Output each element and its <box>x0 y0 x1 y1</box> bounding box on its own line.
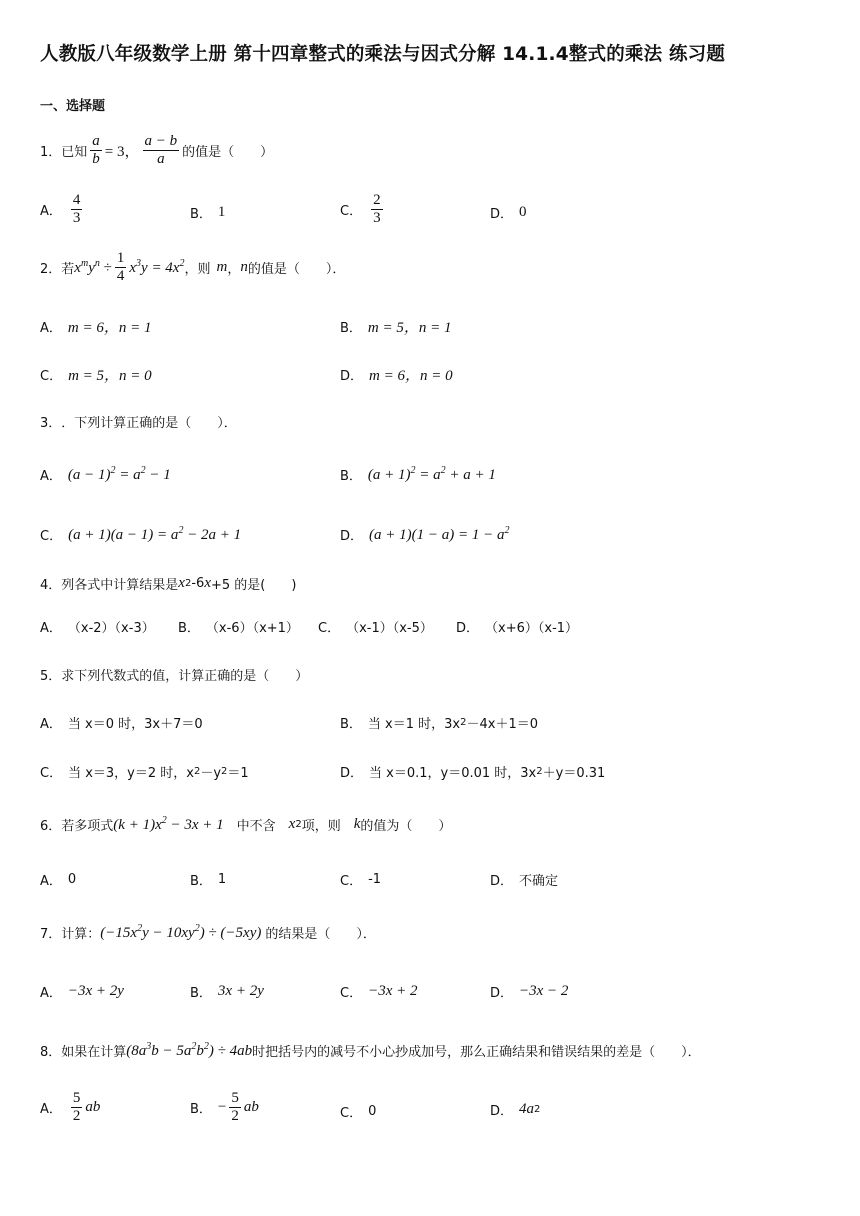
option-a[interactable]: A． $\frac{5}{2}$ ab <box>40 1090 101 1125</box>
option-b[interactable]: B． （x-6）（x+1） <box>178 621 299 636</box>
question-1: 1． 已知 $\frac{a}{b}$ = 3， $\frac{a - b}{a}$ 的值是（ ） <box>40 133 274 168</box>
option-d[interactable]: D． 当 x＝0.1，y＝0.01 时，3x 2 ＋y＝0.31 <box>340 766 606 781</box>
option-b[interactable]: B． $(a + 1)^2 = a^2 + a + 1$ <box>340 465 496 484</box>
option-d[interactable]: D． $(a + 1)(1 - a) = 1 - a^2$ <box>340 525 510 544</box>
question-6: 6． 若多项式 $(k + 1)x^2 - 3x + 1$ 中不含 x 2 项，则 k 的值为（ ） <box>40 815 452 834</box>
option-b[interactable]: B． 1 <box>190 872 227 889</box>
option-c[interactable]: C． $(a + 1)(a - 1) = a^2 - 2a + 1$ <box>40 525 242 544</box>
option-a[interactable]: A． −3x + 2y <box>40 983 124 1001</box>
fraction: $\frac{a - b}{a}$ <box>144 133 178 168</box>
option-a[interactable]: A． $\frac{4}{3}$ <box>40 192 81 227</box>
option-c[interactable]: C． 当 x＝3，y＝2 时，x 2 －y 2 ＝1 <box>40 766 249 781</box>
option-b[interactable]: B． 3x + 2y <box>190 983 264 1001</box>
fraction: $\frac{a}{b}$ <box>92 133 100 168</box>
question-5: 5． 求下列代数式的值，计算正确的是（ ） <box>40 669 309 684</box>
option-a[interactable]: A． 当 x＝0 时，3x＋7＝0 <box>40 717 203 732</box>
option-d[interactable]: D． m = 6，n = 0 <box>340 368 453 384</box>
option-b[interactable]: B． m = 5，n = 1 <box>340 320 452 336</box>
option-d[interactable]: D． 0 <box>490 204 527 222</box>
page-title: 人教版八年级数学上册 第十四章整式的乘法与因式分解 14.1.4整式的乘法 练习题 <box>40 44 726 65</box>
option-a[interactable]: A． （x-2）（x-3） <box>40 621 155 636</box>
option-b[interactable]: B． − $\frac{5}{2}$ ab <box>190 1090 259 1125</box>
option-d[interactable]: D． 不确定 <box>490 874 559 889</box>
question-2: 2． 若 $x^my^n$ ÷ $\frac{1}{4}$ $x^3y = 4x^2$ ，则 m ， n 的值是（ ）． <box>40 250 346 285</box>
option-c[interactable]: C． $\frac{2}{3}$ <box>340 192 381 227</box>
option-c[interactable]: C． m = 5，n = 0 <box>40 368 152 384</box>
option-b[interactable]: B． 当 x＝1 时，3x 2 －4x＋1＝0 <box>340 717 539 732</box>
question-4: 4． 列各式中计算结果是 x 2 -6 x +5 的是( ) <box>40 575 297 593</box>
option-c[interactable]: C． 0 <box>340 1104 377 1121</box>
option-c[interactable]: C． −3x + 2 <box>340 983 418 1001</box>
option-b[interactable]: B． 1 <box>190 204 226 222</box>
option-d[interactable]: D． 4a 2 <box>490 1101 541 1119</box>
option-d[interactable]: D． （x+6）（x-1） <box>456 621 579 636</box>
option-a[interactable]: A． $(a - 1)^2 = a^2 - 1$ <box>40 465 171 484</box>
question-7: 7． 计算： $(-15x^2y - 10xy^2) \div (-5xy)$ 的结果是（ ）． <box>40 923 376 942</box>
option-a[interactable]: A． 0 <box>40 872 77 889</box>
option-c[interactable]: C． （x-1）（x-5） <box>318 621 433 636</box>
section-heading: 一、选择题 <box>40 99 106 114</box>
question-3: 3． ．下列计算正确的是（ ）． <box>40 416 237 431</box>
option-c[interactable]: C． -1 <box>340 872 382 889</box>
question-8: 8． 如果在计算 $(8a^3b - 5a^2b^2) \div 4ab$ 时把括号内的减号不小心抄成加号，那么正确结果和错误结果的差是（ ）． <box>40 1041 701 1060</box>
option-a[interactable]: A． m = 6，n = 1 <box>40 320 152 336</box>
option-d[interactable]: D． −3x − 2 <box>490 983 569 1001</box>
